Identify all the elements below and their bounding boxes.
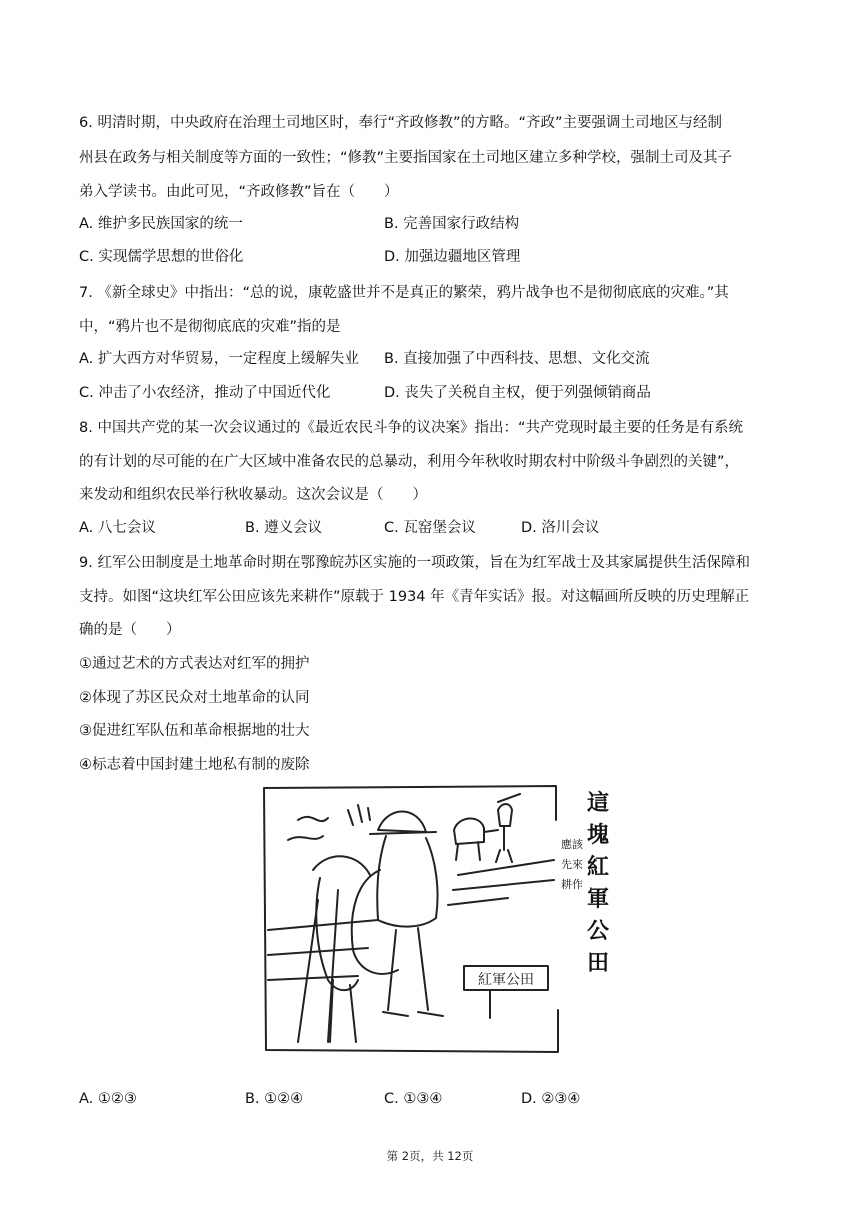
q8-option-b: B. 遵义会议 <box>245 520 323 536</box>
q9-stem-line1: 9. 红军公田制度是土地革命时期在鄂豫皖苏区实施的一项政策，旨在为红军战士及其家属提供生活保障和 <box>79 555 750 571</box>
figure-title-char-2: 塊 <box>586 822 610 848</box>
q7-option-d: D. 丧失了关税自主权，便于列强倾销商品 <box>384 385 651 401</box>
q9-option-d: D. ②③④ <box>521 1091 581 1107</box>
q9-stem-line2: 支持。如图“这块红军公田应该先来耕作”原载于 1934 年《青年实话》报。对这幅画所反映的历史理解正 <box>79 589 750 605</box>
figure-subtitle-2: 先來 <box>561 858 583 871</box>
q9-option-a: A. ①②③ <box>79 1091 137 1107</box>
q7-stem-line1: 7. 《新全球史》中指出：“总的说，康乾盛世并不是真正的繁荣，鸦片战争也不是彻彻底底的灾难。”其 <box>79 285 729 301</box>
q9-item-3: ③促进红军队伍和革命根据地的壮大 <box>79 723 310 739</box>
figure-title-char-1: 這 <box>586 790 610 816</box>
q9-option-c: C. ①③④ <box>384 1091 443 1107</box>
q6-stem-line3: 弟入学读书。由此可见，“齐政修教”旨在（ ） <box>79 184 399 200</box>
q8-option-d: D. 洛川会议 <box>521 520 600 536</box>
figure-subtitle-1: 應該 <box>561 838 583 851</box>
q6-option-c: C. 实现儒学思想的世俗化 <box>79 249 244 265</box>
q6-stem-line1: 6. 明清时期，中央政府在治理土司地区时，奉行“齐政修教”的方略。“齐政”主要强调土司地区与经制 <box>79 115 722 131</box>
figure-title-char-4: 軍 <box>586 886 610 912</box>
q6-option-a: A. 维护多民族国家的统一 <box>79 216 243 232</box>
q9-stem-line3: 确的是（ ） <box>79 622 181 638</box>
q8-option-c: C. 瓦窑堡会议 <box>384 520 476 536</box>
q7-option-a: A. 扩大西方对华贸易，一定程度上缓解失业 <box>79 351 359 367</box>
q7-stem-line2: 中，“鸦片也不是彻彻底底的灾难”指的是 <box>79 319 341 335</box>
q8-stem-line1: 8. 中国共产党的某一次会议通过的《最近农民斗争的议决案》指出：“共产党现时最主要的任务是有系统 <box>79 420 743 436</box>
q8-stem-line2: 的有计划的尽可能的在广大区域中准备农民的总暴动，利用今年秋收时期农村中阶级斗争剧烈的关键”， <box>79 454 740 470</box>
q8-stem-line3: 来发动和组织农民举行秋收暴动。这次会议是（ ） <box>79 487 427 503</box>
q9-option-b: B. ①②④ <box>245 1091 304 1107</box>
q7-option-b: B. 直接加强了中西科技、思想、文化交流 <box>384 351 650 367</box>
figure-title-char-5: 公 <box>586 918 610 944</box>
q9-item-4: ④标志着中国封建土地私有制的废除 <box>79 757 310 773</box>
q8-option-a: A. 八七会议 <box>79 520 156 536</box>
q6-option-d: D. 加强边疆地区管理 <box>384 249 521 265</box>
field-sign-text: 紅軍公田 <box>478 972 534 988</box>
page-footer: 第 2页，共 12页 <box>386 1149 474 1163</box>
q9-item-2: ②体现了苏区民众对土地革命的认同 <box>79 690 310 706</box>
q6-stem-line2: 州县在政务与相关制度等方面的一致性；“修教”主要指国家在土司地区建立多种学校，强制土司及其子 <box>79 150 733 166</box>
red-army-field-illustration <box>258 780 620 1056</box>
q9-item-1: ①通过艺术的方式表达对红军的拥护 <box>79 656 310 672</box>
q6-option-b: B. 完善国家行政结构 <box>384 216 520 232</box>
figure-title-char-3: 紅 <box>586 854 610 880</box>
figure-subtitle-3: 耕作 <box>561 878 583 891</box>
q7-option-c: C. 冲击了小农经济，推动了中国近代化 <box>79 385 331 401</box>
figure-title-char-6: 田 <box>586 950 610 976</box>
